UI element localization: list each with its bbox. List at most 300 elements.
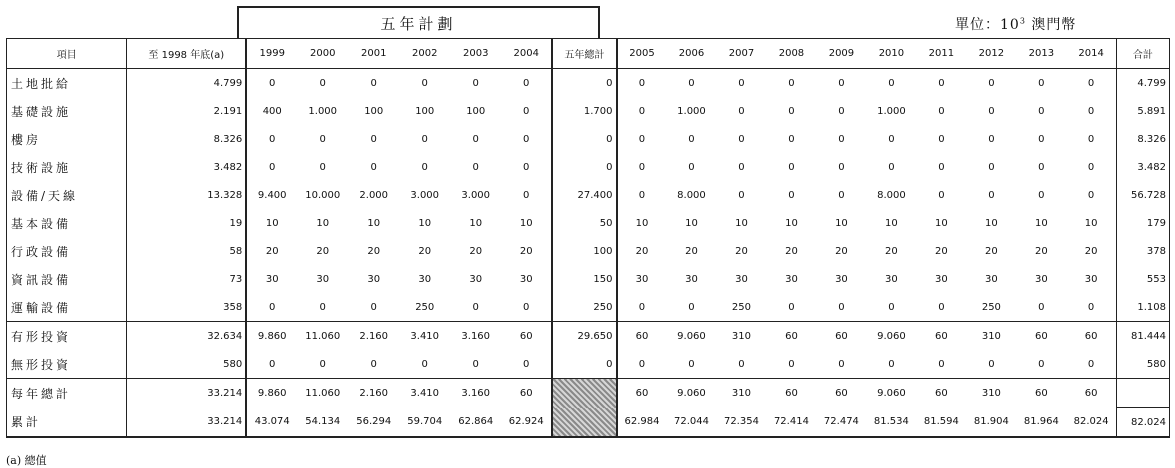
year-value: 0 [1087, 161, 1095, 173]
year-value: 72.414 [766, 408, 816, 438]
plan-year-value: 0 [501, 97, 552, 125]
year-value: 0 [838, 77, 845, 89]
to-1998-value: 2.191 [127, 97, 246, 125]
to-1998-value: 3.482 [127, 153, 246, 181]
year-value: 60 [816, 379, 866, 408]
year-value: 0 [838, 105, 845, 117]
year-value: 30 [735, 273, 748, 285]
year-value: 0 [838, 358, 845, 370]
five-year-total-value: 100 [552, 237, 616, 265]
unit-currency: 澳門幣 [1031, 17, 1077, 33]
year-header: 2007 [716, 39, 766, 69]
table-row [7, 97, 1170, 125]
plan-year-value: 60 [501, 322, 552, 351]
year-value: 0 [888, 133, 895, 145]
plan-year-value: 0 [472, 161, 479, 173]
year-value: 20 [935, 245, 948, 257]
table-row [7, 209, 1170, 237]
year-value: 9.060 [666, 379, 716, 408]
row-label: 技術設施 [7, 153, 127, 181]
plan-year-value: 0 [246, 293, 297, 322]
year-header: 2003 [450, 39, 501, 69]
plan-year-value: 11.060 [297, 322, 348, 351]
year-value: 20 [1084, 245, 1098, 257]
plan-year-value: 0 [501, 350, 552, 379]
plan-year-value: 54.134 [297, 408, 348, 438]
year-value: 60 [916, 379, 966, 408]
plan-year-value: 3.160 [450, 379, 501, 408]
year-value: 0 [788, 189, 795, 201]
plan-year-value: 0 [501, 153, 552, 181]
year-value: 0 [888, 301, 895, 313]
year-value: 20 [885, 245, 898, 257]
year-value: 20 [785, 245, 798, 257]
plan-year-value: 0 [319, 358, 326, 370]
plan-year-value: 0 [246, 153, 297, 181]
table-row [7, 293, 1170, 322]
year-value: 0 [788, 161, 795, 173]
plan-year-value: 0 [421, 161, 428, 173]
plan-year-value: 62.924 [501, 408, 552, 438]
year-value: 81.964 [1016, 408, 1066, 438]
plan-year-value: 20 [367, 245, 381, 257]
plan-year-value: 20 [469, 245, 483, 257]
year-value: 0 [738, 358, 745, 370]
year-value: 0 [838, 301, 845, 313]
to-1998-value: 19 [127, 209, 246, 237]
to-1998-value: 8.326 [127, 125, 246, 153]
plan-year-value: 10 [469, 217, 483, 229]
year-header: 2009 [816, 39, 866, 69]
year-value: 0 [1038, 358, 1045, 370]
plan-year-value: 30 [367, 273, 381, 285]
plan-year-value: 30 [246, 265, 297, 293]
footnote: (a) 總值 [6, 454, 47, 467]
year-value: 310 [716, 322, 766, 351]
year-value: 0 [638, 301, 646, 313]
investment-table [6, 38, 1170, 438]
year-value: 0 [888, 77, 895, 89]
year-value: 0 [988, 133, 995, 145]
plan-year-value: 0 [501, 125, 552, 153]
year-value: 60 [617, 379, 667, 408]
year-value: 0 [1087, 301, 1095, 313]
year-value: 60 [766, 379, 816, 408]
year-value: 0 [988, 77, 995, 89]
year-value: 10 [735, 217, 748, 229]
year-value: 0 [738, 105, 745, 117]
year-value: 20 [635, 245, 649, 257]
year-header: 1999 [246, 39, 297, 69]
year-value: 60 [916, 322, 966, 351]
year-value: 0 [638, 189, 646, 201]
plan-year-value: 20 [316, 245, 330, 257]
year-value: 0 [938, 161, 945, 173]
table-row [7, 322, 1170, 351]
plan-year-value: 0 [501, 293, 552, 322]
to-1998-value: 580 [127, 350, 246, 379]
year-value: 30 [985, 273, 998, 285]
row-label: 基礎設施 [7, 97, 127, 125]
year-header: 2002 [399, 39, 450, 69]
plan-year-value: 0 [370, 77, 377, 89]
plan-year-value: 0 [472, 301, 479, 313]
year-value: 250 [731, 301, 751, 313]
year-value: 0 [938, 133, 945, 145]
year-value: 81.594 [916, 408, 966, 438]
total-value: 82.024 [1116, 408, 1169, 438]
year-value: 0 [788, 133, 795, 145]
plan-year-value: 0 [421, 358, 428, 370]
plan-year-value: 100 [415, 105, 435, 117]
year-value: 82.024 [1066, 408, 1116, 438]
year-value: 0 [788, 358, 795, 370]
plan-year-value: 3.160 [450, 322, 501, 351]
plan-year-value: 2.160 [348, 379, 399, 408]
year-value: 30 [885, 273, 898, 285]
row-label: 無形投資 [7, 350, 127, 379]
year-value: 0 [838, 133, 845, 145]
year-value: 20 [835, 245, 848, 257]
year-value: 81.534 [866, 408, 916, 438]
header-total: 合計 [1116, 39, 1169, 69]
table-body [7, 69, 1170, 438]
year-value: 0 [738, 161, 745, 173]
year-value: 0 [638, 105, 646, 117]
year-value: 30 [635, 273, 649, 285]
plan-year-value: 0 [246, 69, 297, 98]
plan-year-value: 0 [501, 181, 552, 209]
year-value: 10 [635, 217, 649, 229]
year-value: 0 [1087, 133, 1095, 145]
header-to-1998: 至 1998 年底(a) [127, 39, 246, 69]
year-value: 0 [688, 358, 695, 370]
five-year-total-value: 150 [552, 265, 616, 293]
plan-year-value: 9.860 [246, 322, 297, 351]
total-value: 4.799 [1116, 69, 1169, 98]
total-value [1116, 379, 1169, 408]
to-1998-value: 33.214 [127, 379, 246, 408]
year-header: 2005 [617, 39, 667, 69]
year-value: 0 [1087, 189, 1095, 201]
row-label: 累計 [7, 408, 127, 438]
row-label: 資訊設備 [7, 265, 127, 293]
year-value: 30 [1084, 273, 1098, 285]
year-header: 2006 [666, 39, 716, 69]
plan-year-value: 20 [418, 245, 432, 257]
plan-year-value: 250 [415, 301, 435, 313]
header-five-year-total: 五年總計 [552, 39, 616, 69]
plan-year-value: 3.000 [461, 189, 491, 201]
year-value: 9.060 [866, 322, 916, 351]
year-value: 0 [688, 77, 695, 89]
year-value: 10 [785, 217, 798, 229]
to-1998-value: 58 [127, 237, 246, 265]
plan-year-value: 30 [469, 273, 483, 285]
plan-year-value: 10 [367, 217, 381, 229]
row-label: 基本設備 [7, 209, 127, 237]
year-value: 72.474 [816, 408, 866, 438]
row-label: 行政設備 [7, 237, 127, 265]
year-value: 0 [1038, 301, 1045, 313]
year-value: 30 [1035, 273, 1048, 285]
plan-year-value: 11.060 [297, 379, 348, 408]
year-header: 2008 [766, 39, 816, 69]
table-row [7, 237, 1170, 265]
plan-year-value: 62.864 [450, 408, 501, 438]
year-header: 2012 [966, 39, 1016, 69]
plan-year-value: 9.400 [246, 181, 297, 209]
plan-year-value: 0 [370, 133, 377, 145]
year-value: 20 [685, 245, 698, 257]
total-value: 8.326 [1116, 125, 1169, 153]
plan-year-value: 30 [316, 273, 330, 285]
total-value: 179 [1116, 209, 1169, 237]
table-row [7, 408, 1170, 438]
to-1998-value: 32.634 [127, 322, 246, 351]
year-value: 0 [788, 105, 795, 117]
year-value: 0 [938, 189, 945, 201]
row-label: 每年總計 [7, 379, 127, 408]
plan-year-value: 0 [421, 77, 428, 89]
year-value: 0 [1087, 77, 1095, 89]
year-value: 1.000 [677, 105, 706, 117]
row-label: 設備/天線 [7, 181, 127, 209]
plan-year-value: 0 [472, 133, 479, 145]
year-value: 0 [638, 161, 646, 173]
five-year-total-value: 0 [552, 153, 616, 181]
year-value: 0 [838, 161, 845, 173]
plan-year-value: 0 [370, 358, 377, 370]
plan-year-value: 0 [501, 69, 552, 98]
year-value: 0 [688, 301, 695, 313]
year-value: 0 [1038, 77, 1045, 89]
plan-year-value: 100 [364, 105, 384, 117]
row-label: 運輸設備 [7, 293, 127, 322]
year-value: 0 [688, 161, 695, 173]
plan-year-value: 1.000 [308, 105, 338, 117]
plan-year-value: 30 [501, 265, 552, 293]
five-year-plan-title: 五年計劃 [237, 6, 600, 38]
year-value: 0 [988, 358, 995, 370]
total-value: 1.108 [1116, 293, 1169, 322]
year-value: 10 [1035, 217, 1048, 229]
plan-year-value: 2.000 [359, 189, 389, 201]
plan-year-value: 0 [319, 77, 326, 89]
year-value: 310 [966, 322, 1016, 351]
plan-year-value: 3.410 [399, 379, 450, 408]
plan-year-value: 10 [418, 217, 432, 229]
plan-year-value: 3.410 [399, 322, 450, 351]
year-value: 0 [988, 189, 995, 201]
year-value: 10 [835, 217, 848, 229]
year-value: 20 [985, 245, 998, 257]
plan-year-value: 56.294 [348, 408, 399, 438]
table-row [7, 379, 1170, 408]
total-value: 378 [1116, 237, 1169, 265]
unit-label [955, 14, 1076, 34]
plan-year-value: 59.704 [399, 408, 450, 438]
year-header: 2000 [297, 39, 348, 69]
five-year-total-value: 0 [552, 125, 616, 153]
year-value: 0 [1087, 105, 1095, 117]
year-value: 0 [988, 161, 995, 173]
year-value: 0 [738, 77, 745, 89]
year-value: 0 [688, 133, 695, 145]
plan-year-value: 9.860 [246, 379, 297, 408]
year-value: 0 [938, 105, 945, 117]
year-value: 0 [638, 77, 646, 89]
five-year-total-value: 29.650 [552, 322, 616, 351]
year-value: 0 [788, 301, 795, 313]
year-value: 0 [1087, 358, 1095, 370]
year-value: 0 [838, 189, 845, 201]
year-value: 60 [617, 322, 667, 351]
year-value: 0 [788, 77, 795, 89]
year-value: 10 [985, 217, 998, 229]
year-value: 10 [1084, 217, 1098, 229]
five-year-total-value: 0 [552, 69, 616, 98]
year-value: 10 [885, 217, 898, 229]
plan-year-value: 10 [316, 217, 330, 229]
table-row [7, 181, 1170, 209]
year-value: 0 [1038, 105, 1045, 117]
year-value: 9.060 [866, 379, 916, 408]
plan-year-value: 3.000 [410, 189, 440, 201]
year-value: 0 [1038, 161, 1045, 173]
year-value: 0 [1038, 133, 1045, 145]
plan-year-value: 0 [370, 301, 377, 313]
row-label: 有形投資 [7, 322, 127, 351]
plan-year-value: 0 [370, 161, 377, 173]
plan-year-value: 0 [319, 301, 326, 313]
year-value: 0 [738, 133, 745, 145]
year-value: 310 [716, 379, 766, 408]
year-value: 72.044 [666, 408, 716, 438]
table-row [7, 265, 1170, 293]
year-value: 250 [981, 301, 1001, 313]
unit-text: 單位：10 [955, 17, 1020, 33]
year-header: 2014 [1066, 39, 1116, 69]
year-value: 60 [1066, 379, 1116, 408]
year-value: 0 [1038, 189, 1045, 201]
year-value: 60 [1016, 379, 1066, 408]
total-value: 580 [1116, 350, 1169, 379]
plan-year-value: 0 [421, 133, 428, 145]
table-row [7, 69, 1170, 98]
year-value: 0 [938, 301, 945, 313]
plan-year-value: 20 [501, 237, 552, 265]
five-year-total-value [552, 379, 616, 408]
header-item: 項目 [7, 39, 127, 69]
year-value: 60 [1016, 322, 1066, 351]
year-value: 9.060 [666, 322, 716, 351]
year-value: 30 [785, 273, 798, 285]
plan-year-value: 30 [418, 273, 432, 285]
year-header: 2011 [916, 39, 966, 69]
five-year-total-value: 250 [552, 293, 616, 322]
year-value: 30 [685, 273, 698, 285]
plan-year-value: 0 [472, 358, 479, 370]
year-value: 0 [938, 358, 945, 370]
plan-year-value: 20 [246, 237, 297, 265]
year-value: 0 [938, 77, 945, 89]
to-1998-value: 358 [127, 293, 246, 322]
plan-year-value: 10 [501, 209, 552, 237]
year-value: 62.984 [617, 408, 667, 438]
year-value: 0 [638, 358, 646, 370]
year-value: 0 [638, 133, 646, 145]
plan-year-value: 0 [246, 350, 297, 379]
year-header: 2013 [1016, 39, 1066, 69]
total-value: 56.728 [1116, 181, 1169, 209]
plan-year-value: 100 [466, 105, 486, 117]
plan-year-value: 0 [319, 133, 326, 145]
plan-year-value: 10.000 [305, 189, 341, 201]
year-value: 30 [935, 273, 948, 285]
year-value: 0 [988, 105, 995, 117]
year-value: 10 [685, 217, 698, 229]
total-value: 3.482 [1116, 153, 1169, 181]
five-year-total-value [552, 408, 616, 438]
plan-year-value: 0 [472, 77, 479, 89]
year-value: 8.000 [677, 189, 706, 201]
year-value: 72.354 [716, 408, 766, 438]
unit-exponent: 3 [1019, 16, 1026, 26]
year-value: 8.000 [877, 189, 906, 201]
year-value: 1.000 [877, 105, 906, 117]
year-value: 20 [1035, 245, 1048, 257]
table-row [7, 350, 1170, 379]
year-value: 60 [1066, 322, 1116, 351]
header-row [7, 39, 1170, 69]
year-value: 0 [888, 358, 895, 370]
year-header: 2001 [348, 39, 399, 69]
plan-year-value: 0 [319, 161, 326, 173]
five-year-total-value: 50 [552, 209, 616, 237]
year-value: 60 [766, 322, 816, 351]
year-header: 2004 [501, 39, 552, 69]
plan-year-value: 0 [246, 125, 297, 153]
year-value: 0 [888, 161, 895, 173]
year-value: 0 [738, 189, 745, 201]
five-year-total-value: 1.700 [552, 97, 616, 125]
total-value: 81.444 [1116, 322, 1169, 351]
plan-year-value: 2.160 [348, 322, 399, 351]
five-year-total-value: 27.400 [552, 181, 616, 209]
plan-year-value: 60 [501, 379, 552, 408]
five-year-total-value: 0 [552, 350, 616, 379]
to-1998-value: 33.214 [127, 408, 246, 438]
year-value: 81.904 [966, 408, 1016, 438]
plan-year-value: 43.074 [246, 408, 297, 438]
year-header: 2010 [866, 39, 916, 69]
total-value: 553 [1116, 265, 1169, 293]
table-row [7, 153, 1170, 181]
to-1998-value: 73 [127, 265, 246, 293]
to-1998-value: 4.799 [127, 69, 246, 98]
year-value: 60 [816, 322, 866, 351]
plan-year-value: 400 [246, 97, 297, 125]
row-label: 樓房 [7, 125, 127, 153]
total-value: 5.891 [1116, 97, 1169, 125]
year-value: 310 [966, 379, 1016, 408]
to-1998-value: 13.328 [127, 181, 246, 209]
plan-year-value: 10 [246, 209, 297, 237]
year-value: 10 [935, 217, 948, 229]
table-row [7, 125, 1170, 153]
year-value: 30 [835, 273, 848, 285]
